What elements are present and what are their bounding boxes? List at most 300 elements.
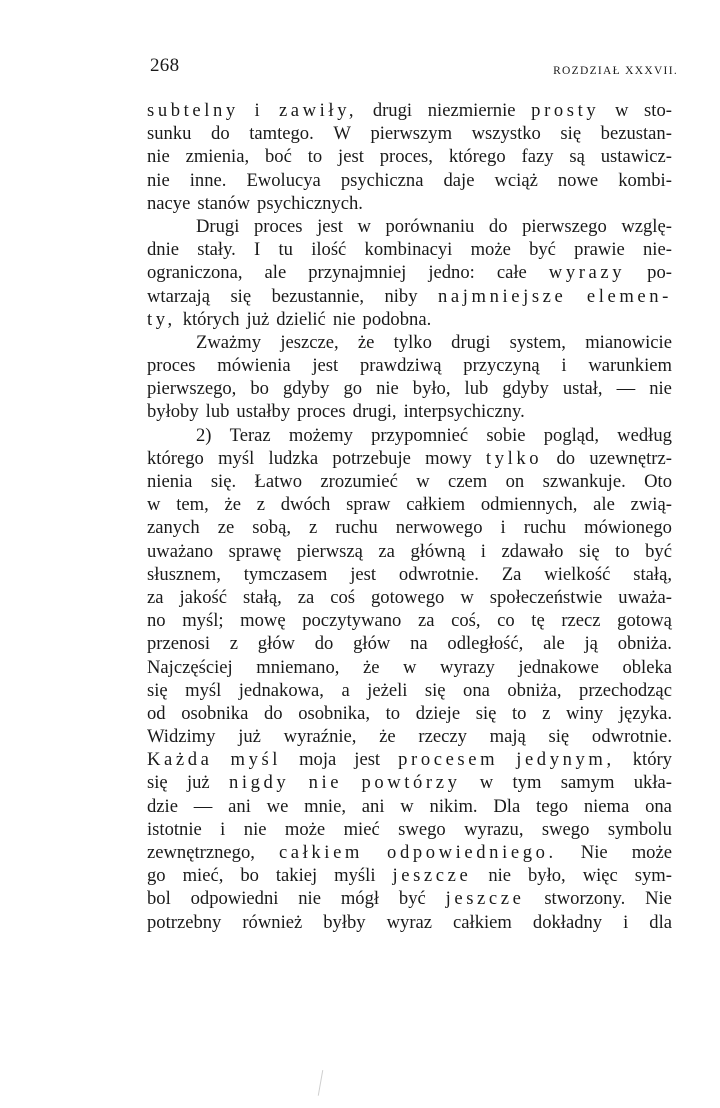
word: poczytywano: [302, 610, 402, 632]
word: prawie: [574, 239, 625, 261]
word: ludzka: [268, 447, 319, 469]
word: których: [182, 308, 240, 330]
word: jest: [312, 355, 339, 377]
word: on: [505, 471, 525, 492]
word: nacye: [147, 192, 191, 214]
word: odwrotnie.: [591, 726, 672, 748]
word: —: [193, 795, 213, 817]
spaced-emphasis-word: wyrazy: [548, 262, 626, 284]
text-line: [147, 169, 672, 192]
word: ustawicz-: [600, 146, 672, 168]
word: do: [211, 123, 230, 145]
text-line: [147, 215, 672, 238]
word: mieć: [343, 818, 380, 840]
text-line: [147, 632, 672, 655]
word: było,: [412, 378, 451, 400]
word: osobnika,: [298, 702, 370, 724]
word: tego: [536, 795, 569, 817]
word: stanów: [197, 192, 251, 214]
word: bo: [240, 865, 259, 887]
word: do: [314, 633, 334, 655]
word: mniemano,: [256, 656, 340, 678]
word: mowę: [240, 610, 286, 632]
word: szwankuje.: [542, 471, 626, 492]
text-line: [147, 238, 672, 261]
word: uzewnętrz-: [589, 447, 672, 469]
word: no: [147, 610, 166, 632]
word: i: [220, 818, 226, 840]
spaced-emphasis-word: prosty: [531, 100, 600, 121]
word: winy: [566, 702, 604, 724]
body-text: [147, 99, 672, 934]
word: porównaniu: [385, 215, 475, 237]
word: rzeczy: [418, 726, 467, 748]
word: już: [186, 772, 210, 794]
word: ani: [361, 795, 385, 817]
text-line: [147, 331, 672, 354]
word: nerwowego: [395, 517, 483, 539]
word: tem,: [176, 494, 209, 516]
word: i: [500, 517, 506, 539]
word: że: [362, 656, 380, 678]
word: ukła-: [633, 772, 672, 794]
word: tę: [531, 610, 545, 632]
word: tylko: [393, 331, 432, 353]
word: obniża.: [617, 633, 672, 655]
text-line: [147, 493, 672, 516]
word: już: [246, 308, 270, 330]
text-line: [147, 424, 672, 447]
word: zdawało: [501, 540, 564, 562]
word: rzecz: [561, 610, 601, 632]
word: to: [512, 702, 527, 724]
word: być: [398, 888, 426, 910]
word: główną: [410, 540, 466, 562]
word: inne.: [189, 169, 227, 191]
word: nowe: [557, 169, 599, 191]
word: w: [357, 215, 371, 237]
word: a: [341, 679, 350, 701]
word: dwóch: [280, 494, 331, 516]
word: się.: [210, 471, 237, 492]
word: myśl;: [182, 610, 224, 632]
text-line: [147, 192, 672, 215]
spaced-emphasis-word: tylko: [485, 447, 543, 469]
word: myśl: [218, 447, 255, 469]
word: przynajmniej: [308, 262, 407, 284]
word: sym-: [634, 865, 672, 887]
word: osobnika: [181, 702, 249, 724]
spaced-emphasis-word: najmniejsze: [437, 285, 567, 307]
word: nie: [376, 378, 399, 400]
word: Ewolucya: [246, 169, 321, 191]
word: wtarzają: [147, 285, 210, 307]
word: również: [242, 911, 303, 933]
spaced-emphasis-word: ty,: [147, 308, 176, 330]
word: mógł: [340, 888, 380, 910]
word: Widzimy: [147, 726, 216, 748]
word: w: [479, 772, 494, 794]
word: się: [230, 285, 252, 307]
word: po-: [647, 262, 672, 284]
word: z: [309, 517, 318, 539]
spaced-emphasis-word: odpowiedniego.: [387, 842, 557, 863]
word: słusznem,: [147, 563, 221, 585]
text-line: [147, 911, 672, 934]
word: to: [385, 702, 401, 724]
word: do: [263, 702, 283, 724]
word: mówienia: [217, 355, 291, 377]
word: w: [400, 795, 414, 817]
word: uważa-: [618, 586, 672, 608]
word: byłoby: [147, 401, 199, 423]
word: głów: [353, 633, 391, 655]
spaced-emphasis-word: elemen-: [586, 285, 672, 307]
word: pierwszego: [522, 215, 607, 237]
word: jedno:: [428, 262, 475, 284]
word: wielkość: [544, 563, 611, 585]
word: tamtego.: [249, 123, 314, 145]
word: przypomnieć: [371, 424, 469, 446]
word: za: [147, 586, 164, 608]
word: mnie,: [304, 795, 346, 817]
text-line: [147, 841, 672, 864]
word: obleka: [622, 656, 672, 678]
word: się: [578, 540, 600, 562]
text-line: [147, 748, 672, 771]
word: stałą,: [243, 586, 282, 608]
spaced-emphasis-word: jeszcze: [392, 865, 472, 887]
word: w: [147, 494, 161, 516]
text-line: [147, 377, 672, 400]
text-line: [147, 99, 672, 122]
word: kombinacyi: [364, 239, 453, 261]
word: że: [357, 331, 375, 353]
word: tu: [278, 239, 293, 261]
word: swego: [541, 818, 590, 840]
word: Za: [501, 563, 522, 585]
spaced-emphasis-word: powtórzy: [361, 772, 461, 794]
word: I: [254, 239, 261, 261]
word: przenosi: [147, 633, 210, 655]
word: Nie: [645, 888, 672, 910]
word: całkiem: [453, 911, 512, 933]
word: obniża,: [507, 679, 562, 701]
word: Dla: [493, 795, 521, 817]
word: jest: [350, 563, 377, 585]
word: całe: [496, 262, 527, 284]
word: dokładny: [532, 911, 603, 933]
text-line: [147, 818, 672, 841]
word: wyraz: [386, 911, 433, 933]
word: od: [147, 702, 166, 724]
text-line: [147, 725, 672, 748]
spaced-emphasis-word: procesem: [398, 749, 499, 771]
word: stałą,: [633, 563, 672, 585]
text-line: [147, 586, 672, 609]
word: gdyby: [502, 378, 549, 400]
word: się: [548, 726, 570, 748]
word: myśli: [334, 865, 376, 887]
word: głów: [257, 633, 295, 655]
word: drugi: [451, 331, 491, 353]
text-line: [147, 261, 672, 284]
word: niby: [384, 285, 418, 307]
word: odwrotnie.: [398, 563, 479, 585]
word: podobna.: [362, 308, 432, 330]
word: odpowiedni: [190, 888, 279, 910]
word: wzglę-: [621, 215, 672, 237]
running-head: ROZDZIAŁ XXXVII.: [553, 65, 678, 77]
word: swego: [398, 818, 446, 840]
word: jeszcze,: [280, 331, 339, 353]
word: się: [147, 772, 168, 794]
word: niema: [583, 795, 630, 817]
word: i: [623, 911, 629, 933]
text-line: [147, 516, 672, 539]
word: mówionego: [584, 517, 672, 539]
word: ograniczona,: [147, 262, 243, 284]
word: który: [632, 749, 672, 771]
text-line: [147, 308, 672, 331]
spaced-emphasis-word: nie: [308, 772, 343, 794]
word: proces: [297, 401, 346, 423]
spaced-emphasis-word: nigdy: [228, 772, 290, 794]
word: którego: [147, 447, 204, 469]
word: są: [569, 146, 585, 168]
word: nie: [147, 169, 170, 191]
word: się: [475, 702, 497, 724]
word: jest: [354, 749, 381, 771]
word: całkiem: [406, 494, 466, 516]
word: ze: [217, 517, 235, 539]
text-line: [147, 447, 672, 470]
spaced-emphasis-word: całkiem: [278, 842, 363, 863]
spaced-emphasis-word: subtelny: [147, 100, 239, 121]
page-number: 268: [150, 55, 180, 76]
text-line: [147, 285, 672, 308]
word: symbolu: [607, 818, 672, 840]
word: z: [229, 633, 239, 655]
word: sobie: [486, 424, 526, 446]
word: moja: [299, 749, 337, 771]
word: mowy: [425, 447, 472, 469]
word: nienia: [147, 471, 193, 492]
word: społeczeństwie: [489, 586, 603, 608]
word: ani: [228, 795, 251, 817]
text-line: [147, 609, 672, 632]
word: i: [561, 355, 567, 377]
word: co: [497, 610, 515, 632]
word: gotowego: [371, 586, 445, 608]
word: którego: [448, 146, 506, 168]
word: mają: [489, 726, 526, 748]
word: bo: [250, 378, 269, 400]
word: warunkiem: [588, 355, 672, 377]
text-line: [147, 795, 672, 818]
word: że: [379, 726, 396, 748]
word: przyczyną: [463, 355, 540, 377]
word: potrzebuje: [332, 447, 411, 469]
word: ustał,: [562, 378, 603, 400]
word: do: [556, 447, 576, 469]
spaced-emphasis-word: myśl: [230, 749, 282, 771]
word: myśl: [185, 679, 222, 701]
word: tym: [512, 772, 542, 794]
word: uważano: [147, 540, 214, 562]
word: z: [256, 494, 265, 516]
word: jeżeli: [367, 679, 408, 701]
word: zanych: [147, 517, 200, 539]
text-line: [147, 354, 672, 377]
word: zewnętrznego,: [147, 842, 255, 863]
word: nie: [332, 308, 356, 330]
text-line: [147, 400, 672, 423]
word: proces,: [379, 146, 433, 168]
word: ale: [264, 262, 287, 284]
word: pierwszą: [296, 540, 363, 562]
word: w: [416, 471, 430, 492]
word: coś,: [451, 610, 481, 632]
word: lub: [205, 401, 230, 423]
text-line: [147, 470, 672, 493]
word: go: [343, 378, 363, 400]
word: sto-: [644, 100, 672, 121]
word: za: [417, 610, 435, 632]
word: boć: [264, 146, 292, 168]
word: nie-: [643, 239, 672, 261]
word: Nie: [580, 842, 608, 863]
word: jest: [317, 215, 343, 237]
word: w: [460, 586, 474, 608]
spaced-emphasis-word: zawiły,: [278, 100, 358, 121]
word: za: [378, 540, 395, 562]
word: sprawę: [228, 540, 282, 562]
text-line: [147, 563, 672, 586]
word: się: [147, 679, 168, 701]
word: psychicznych.: [257, 192, 363, 214]
word: Zważmy: [196, 331, 262, 353]
word: mianowicie: [585, 331, 672, 353]
word: 2): [196, 424, 212, 446]
word: system,: [509, 331, 566, 353]
word: wciąż: [494, 169, 538, 191]
word: w: [403, 656, 417, 678]
word: ona: [645, 795, 672, 817]
spaced-emphasis-word: Każda: [147, 749, 213, 771]
word: gdyby: [282, 378, 330, 400]
word: wyrazu,: [464, 818, 524, 840]
word: to: [307, 146, 323, 168]
word: spraw: [346, 494, 391, 516]
word: dzieje: [415, 702, 461, 724]
word: przechodząc: [579, 679, 672, 701]
word: być: [529, 239, 556, 261]
word: na: [410, 633, 428, 655]
word: daje: [443, 169, 475, 191]
word: że: [224, 494, 241, 516]
word: psychiczna: [340, 169, 424, 191]
word: ustałby: [236, 401, 291, 423]
word: nie: [488, 865, 512, 887]
word: było,: [528, 865, 566, 887]
word: istotnie: [147, 818, 202, 840]
word: go: [147, 865, 166, 887]
text-line: [147, 887, 672, 910]
word: z: [542, 702, 551, 724]
word: się: [424, 679, 446, 701]
word: odległość,: [447, 633, 524, 655]
word: stworzony.: [544, 888, 626, 910]
word: pierwszego,: [147, 378, 237, 400]
word: Drugi: [196, 215, 240, 237]
word: ale: [543, 633, 565, 655]
text-line: [147, 540, 672, 563]
word: to: [615, 540, 630, 562]
text-line: [147, 771, 672, 794]
word: pogląd,: [543, 424, 599, 446]
word: zwią-: [630, 494, 672, 516]
word: samym: [560, 772, 615, 794]
word: coś: [330, 586, 356, 608]
word: jednakowa,: [238, 679, 324, 701]
word: za: [297, 586, 315, 608]
text-line: [147, 702, 672, 725]
word: dnie: [147, 239, 180, 261]
spaced-emphasis-word: jedynym,: [516, 749, 615, 771]
word: według: [617, 424, 672, 446]
spaced-emphasis-word: i: [254, 100, 264, 121]
word: —: [616, 378, 636, 400]
text-line: [147, 679, 672, 702]
word: dzie: [147, 795, 178, 817]
word: się: [560, 123, 582, 145]
word: wyraźnie,: [283, 726, 357, 748]
word: Oto: [644, 471, 672, 492]
word: niezmiernie: [427, 100, 516, 121]
word: może: [284, 818, 326, 840]
word: we: [266, 795, 289, 817]
word: języka.: [618, 702, 672, 724]
word: sunku: [147, 123, 192, 145]
word: prawdziwą: [359, 355, 442, 377]
word: proces: [253, 215, 303, 237]
spaced-emphasis-word: jeszcze: [445, 888, 525, 910]
word: nie: [649, 378, 672, 400]
stray-pencil-mark: [318, 1070, 324, 1096]
word: dzielić: [276, 308, 326, 330]
word: Najczęściej: [147, 656, 233, 678]
word: może: [470, 239, 511, 261]
word: stały.: [197, 239, 236, 261]
word: już: [238, 726, 261, 748]
word: lub: [464, 378, 489, 400]
word: nikim.: [429, 795, 478, 817]
word: bol: [147, 888, 171, 910]
word: mieć,: [182, 865, 224, 887]
word: do: [488, 215, 508, 237]
word: dla: [649, 911, 672, 933]
word: wszystko: [471, 123, 541, 145]
word: interpsychiczny.: [403, 401, 525, 423]
word: nie: [298, 888, 321, 910]
page-header: [150, 55, 678, 85]
word: proces: [147, 355, 196, 377]
word: czem: [448, 471, 488, 492]
word: ruchu: [335, 517, 378, 539]
word: więc: [582, 865, 618, 887]
word: tymczasem: [243, 563, 328, 585]
